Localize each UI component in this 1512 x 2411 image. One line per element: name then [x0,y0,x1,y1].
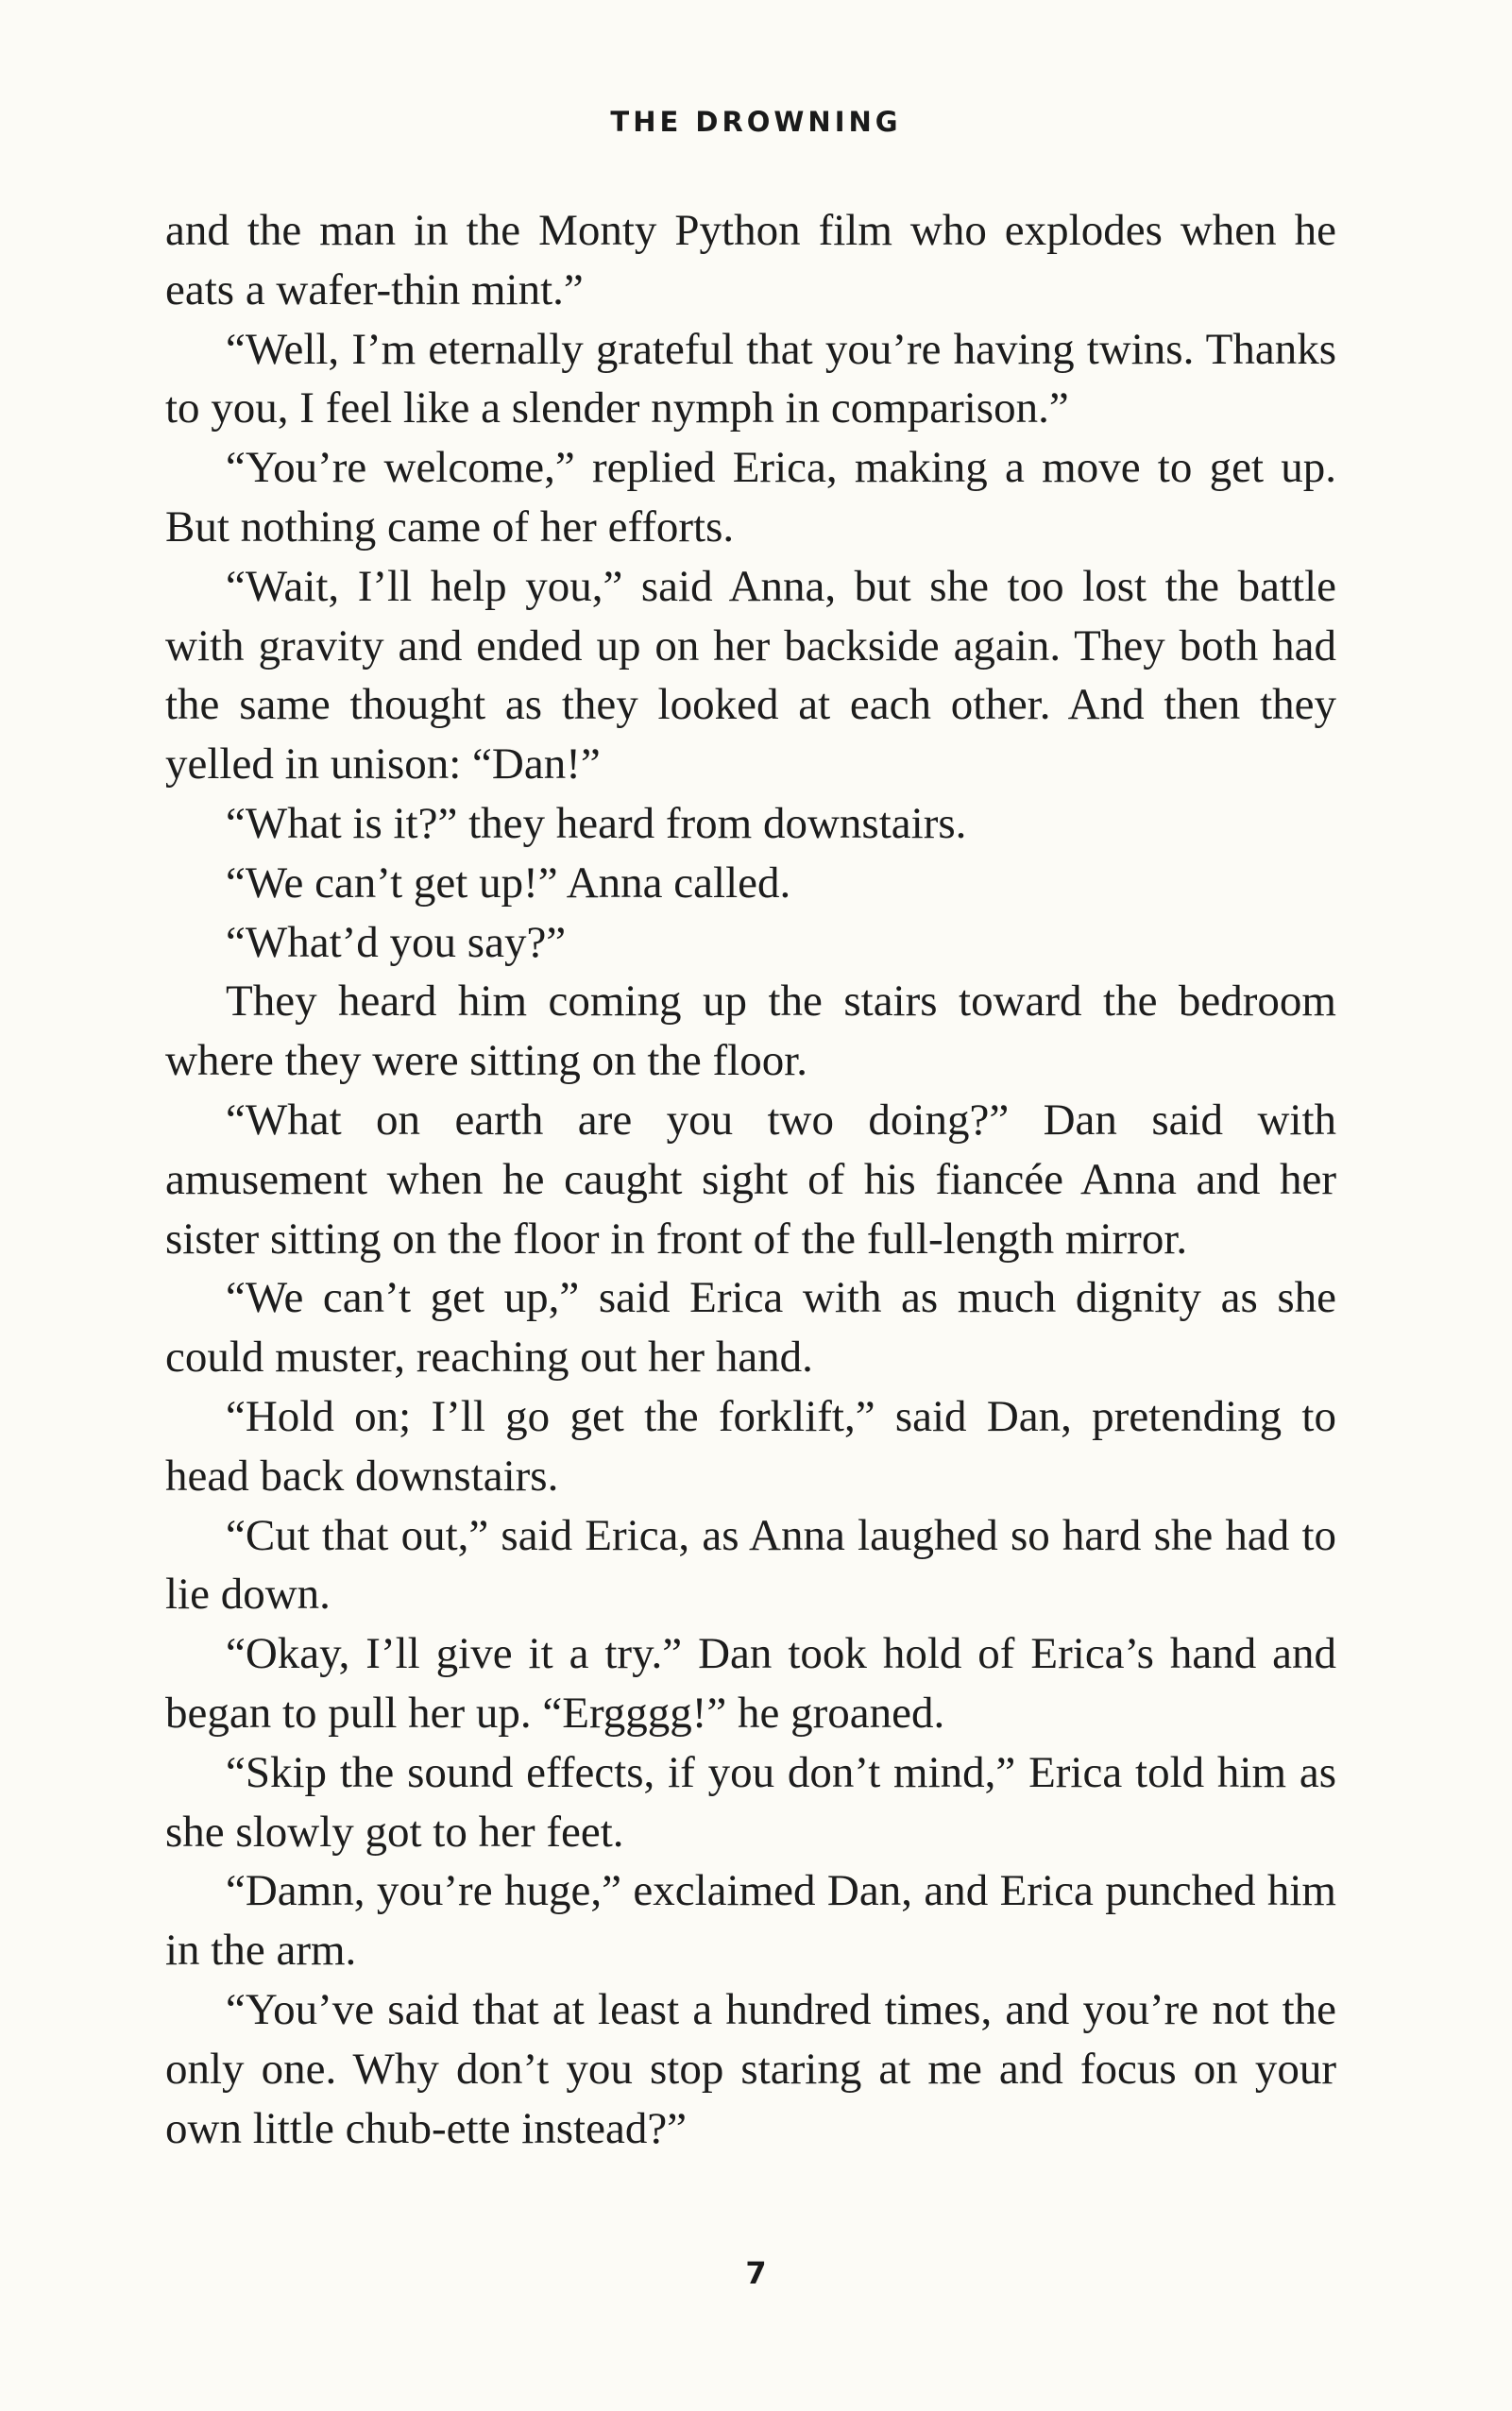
paragraph: “Well, I’m eternally grateful that you’re having twins. Thanks to you, I feel like a slender nymph in comparison.” [165,324,1336,433]
paragraph: “Okay, I’ll give it a try.” Dan took hold of Erica’s hand and began to pull her up. “Ergggg!” he groaned. [165,1629,1336,1738]
paragraph: “What’d you say?” [226,917,567,967]
paragraph: “Skip the sound effects, if you don’t mind,” Erica told him as she slowly got to her feet. [165,1747,1336,1857]
paragraph: “What is it?” they heard from downstairs. [226,798,967,848]
paragraph: “Cut that out,” said Erica, as Anna laughed so hard she had to lie down. [165,1510,1336,1620]
paragraph: “You’ve said that at least a hundred times, and you’re not the only one. Why don’t you stop staring at me and focus on your own little chub-ette instead?” [165,1984,1336,2153]
paragraph: They heard him coming up the stairs toward the bedroom where they were sitting on the floor. [165,976,1336,1086]
paragraph: “What on earth are you two doing?” Dan said with amusement when he caught sight of his fiancée Anna and her sister sitting on the floor in front of the full-length mirror. [165,1095,1336,1264]
paragraph: “Damn, you’re huge,” exclaimed Dan, and Erica punched him in the arm. [165,1866,1336,1976]
paragraph: “Hold on; I’ll go get the forklift,” said Dan, pretending to head back downstairs. [165,1391,1336,1501]
page-number: 7 [745,2255,767,2291]
paragraph: “We can’t get up,” said Erica with as much dignity as she could muster, reaching out her hand. [165,1273,1336,1383]
paragraph: “We can’t get up!” Anna called. [226,857,791,908]
paragraph: “Wait, I’ll help you,” said Anna, but she too lost the battle with gravity and ended up on her backside again. They both had the same thought as they looked at each other. And then they yelled in unison: “Dan!” [165,561,1336,790]
running-head: THE DROWNING [610,106,902,138]
paragraph: and the man in the Monty Python film who explodes when he eats a wafer-thin mint.” [165,206,1336,314]
body-text [165,201,1336,2158]
paragraph: “You’re welcome,” replied Erica, making a move to get up. But nothing came of her efforts. [165,443,1336,552]
